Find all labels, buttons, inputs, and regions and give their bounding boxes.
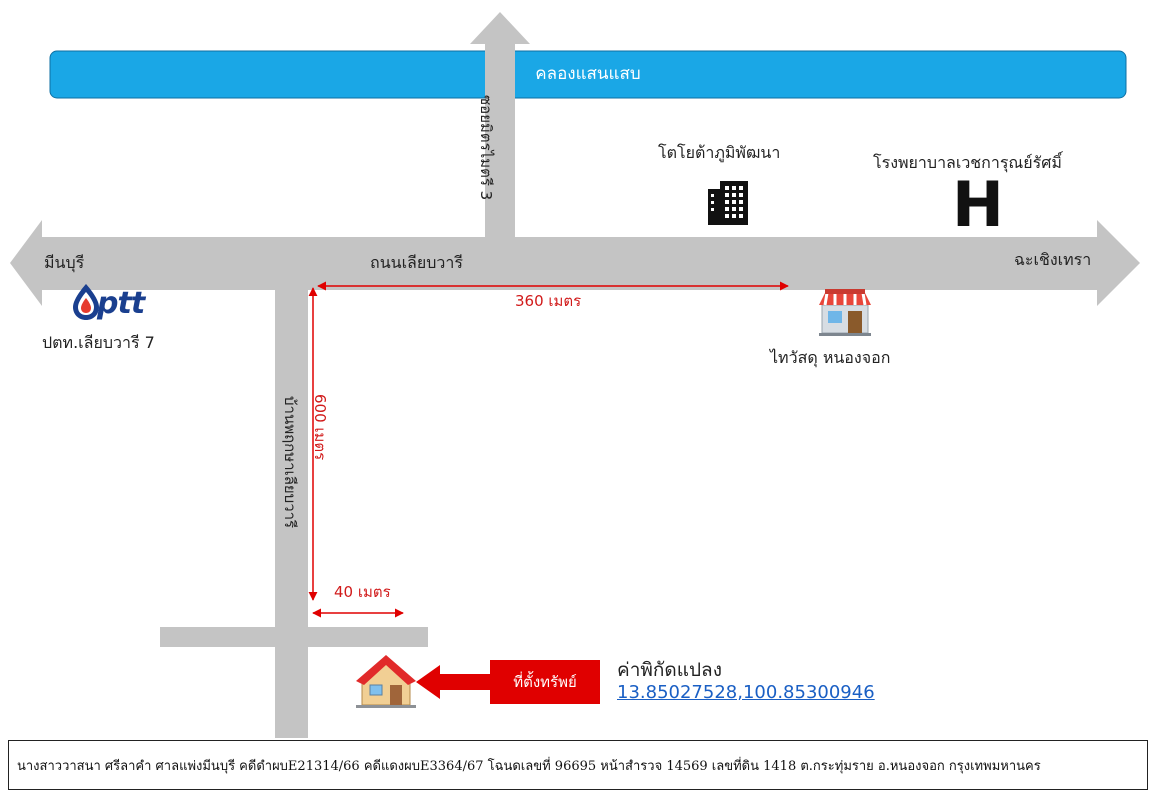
- canal-label: คลองแสนแสบ: [535, 64, 641, 84]
- cross-street: [160, 627, 428, 647]
- store-label: ไทวัสดุ หนองจอก: [770, 348, 891, 367]
- hospital-h-icon: H: [952, 168, 1004, 241]
- site-pointer-arrow: [416, 665, 490, 699]
- house-icon: [356, 655, 416, 708]
- ptt-station-label: ปตท.เลียบวารี 7: [42, 333, 155, 352]
- coordinate-link[interactable]: 13.85027528,100.85300946: [617, 682, 875, 703]
- store-icon: [819, 289, 871, 336]
- ptt-logo-text: ptt: [97, 286, 145, 321]
- main-road-label: ถนนเลียบวารี: [370, 253, 463, 272]
- hospital-label: โรงพยาบาลเวชการุณย์รัศมิ์: [873, 153, 1062, 172]
- east-direction-label: ฉะเชิงเทรา: [1014, 250, 1092, 269]
- property-site-label: ที่ตั้งทรัพย์: [490, 660, 600, 704]
- coordinate-title: ค่าพิกัดแปลง: [617, 659, 722, 681]
- toyota-label: โตโยต้าภูมิพัฒนา: [658, 143, 781, 162]
- distance-short-label: 40 เมตร: [334, 583, 391, 601]
- west-direction-label: มีนบุรี: [44, 253, 85, 272]
- footer-text: นางสาววาสนา ศรีลาคำ ศาลแพ่งมีนบุรี คดีดำผบE21314/66 คดีแดงผบE3364/67 โฉนดเลขที่ 96695 หน้าสำรวจ 14569 เลขที่ดิน 1418 ต.กระทุ่มราย อ.หนองจอก กรุงเทพมหานคร: [17, 758, 1041, 774]
- distance-horizontal-label: 360 เมตร: [515, 292, 582, 310]
- footer-info-box: [8, 740, 1148, 790]
- office-building-icon: [708, 181, 748, 225]
